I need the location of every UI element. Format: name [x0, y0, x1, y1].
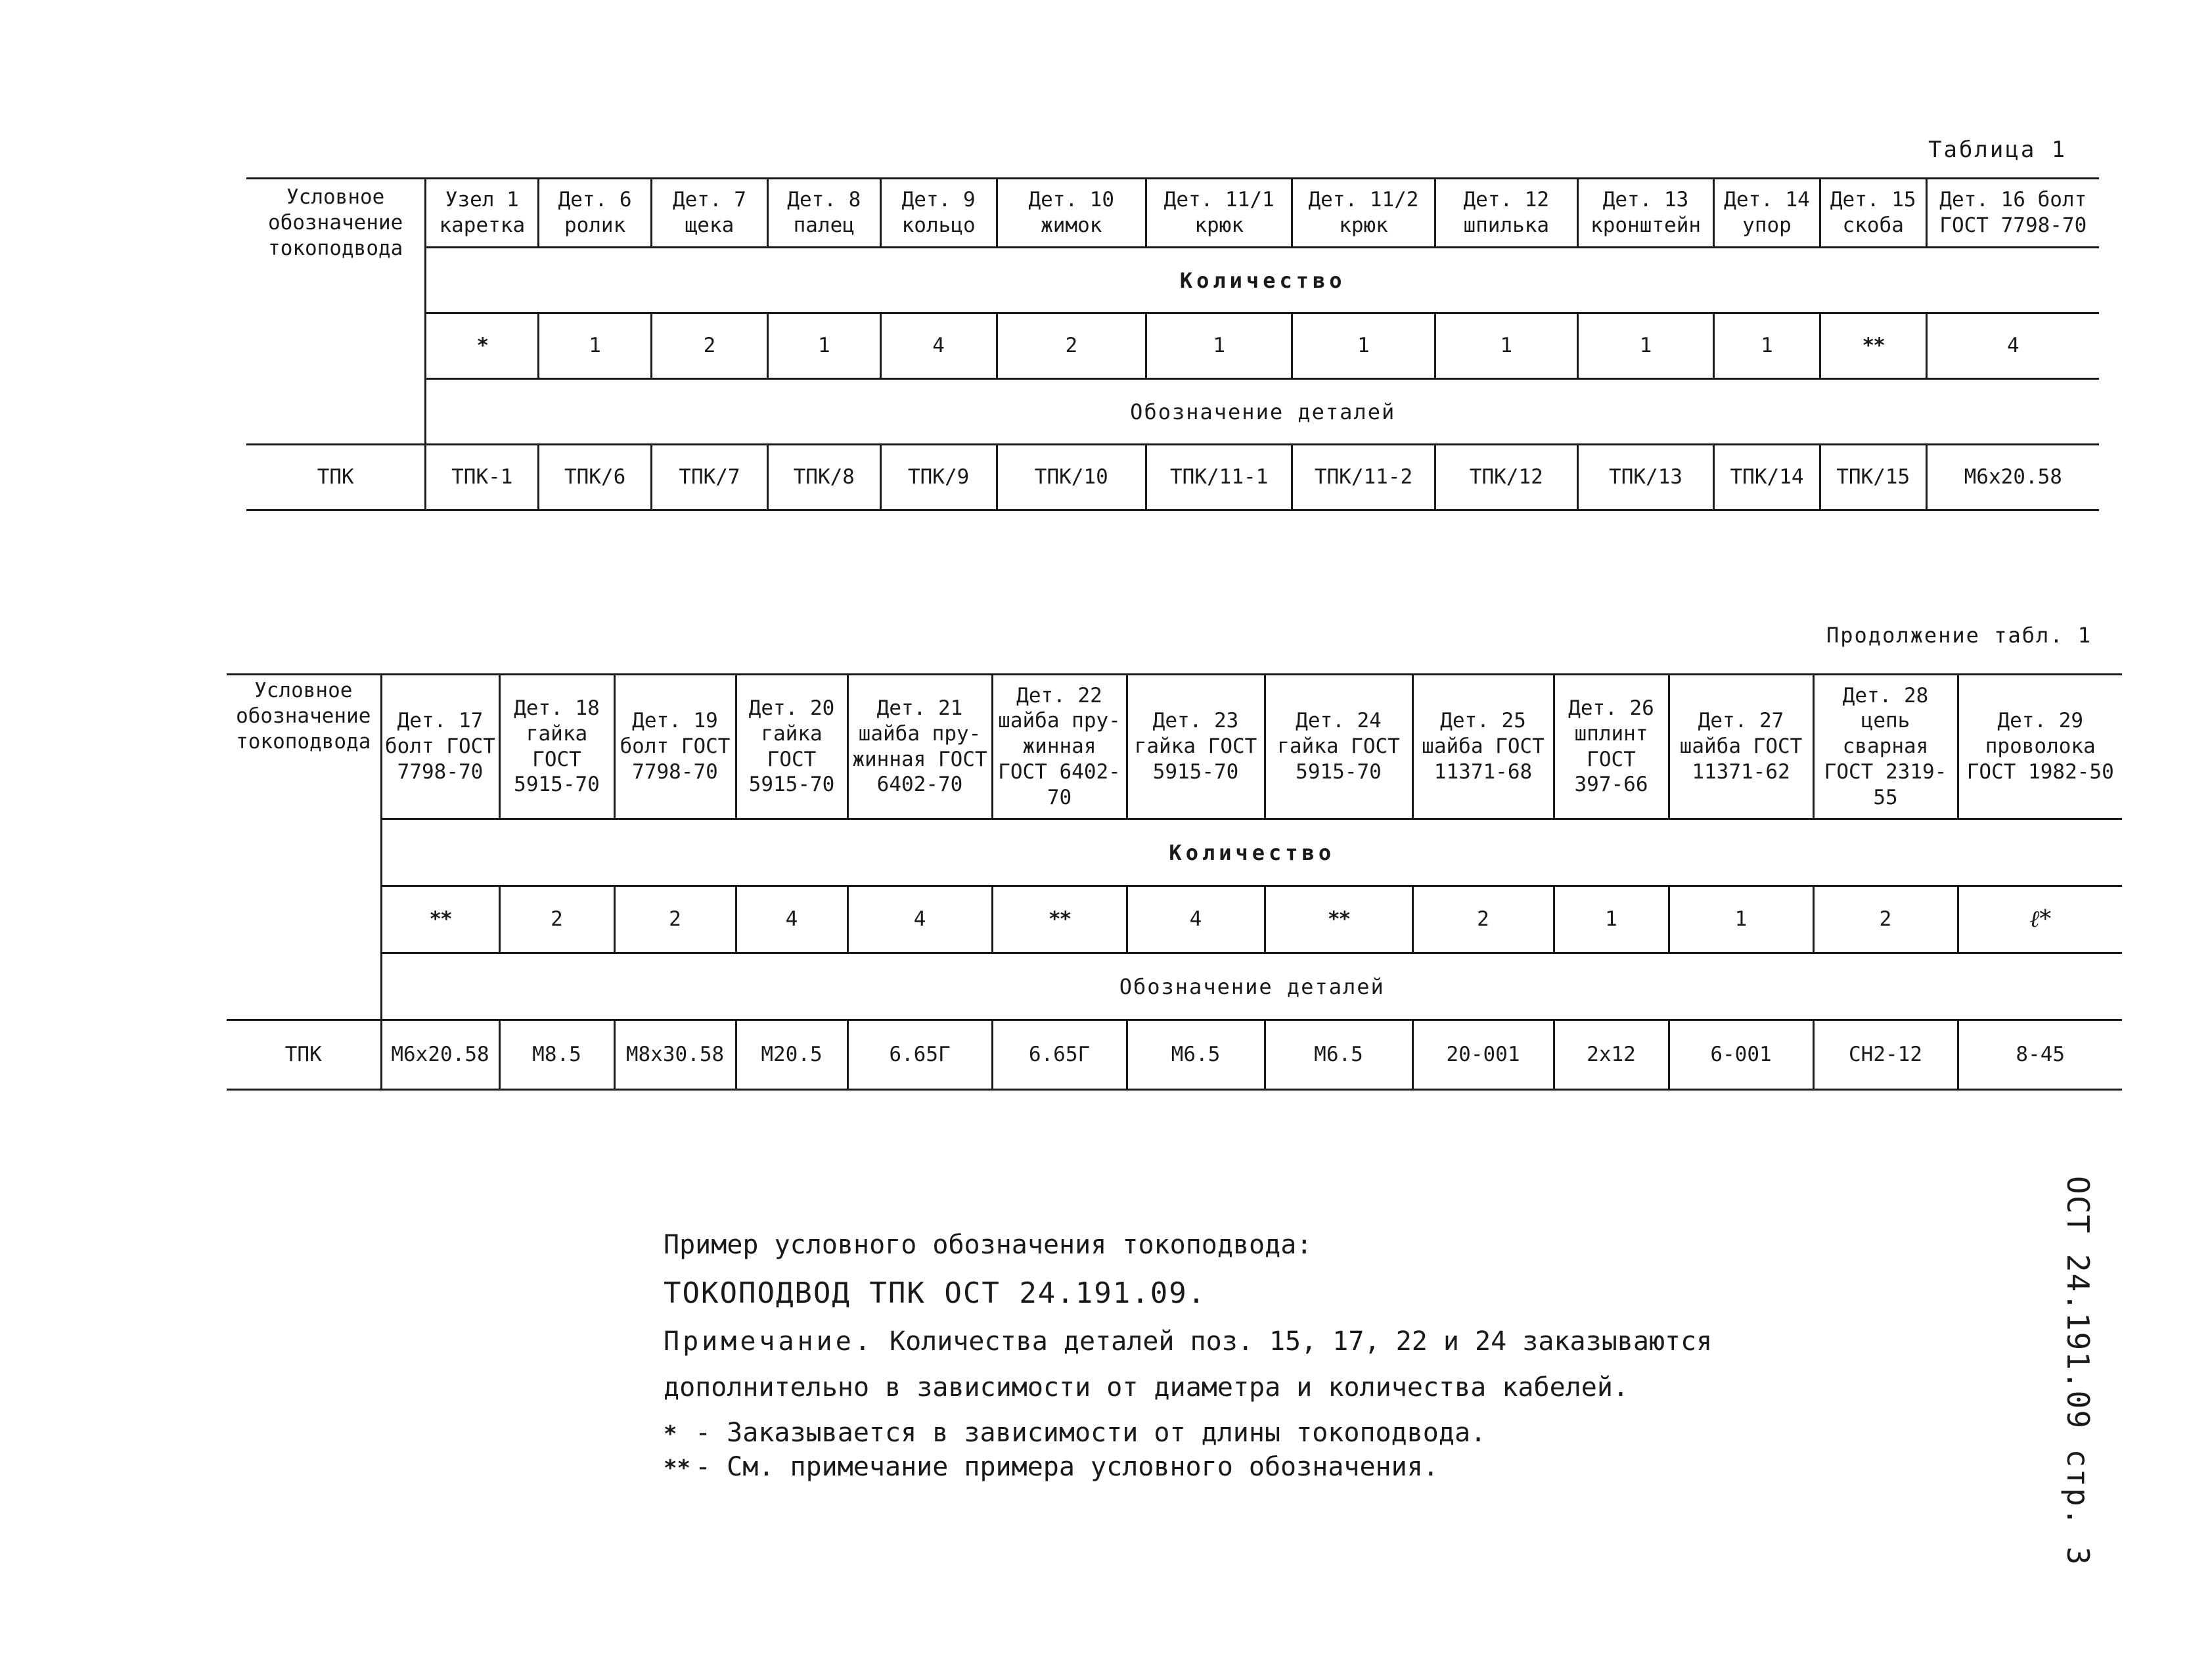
- table1-quantity-band: Количество: [426, 248, 2099, 313]
- footnote-double-star: [664, 1450, 1712, 1484]
- table2-col-header: Дет. 25 шайба ГОСТ 11371-68: [1412, 675, 1554, 819]
- table2-designation-band: Обозначение деталей: [381, 953, 2122, 1020]
- table2-col-header: Дет. 24 гайка ГОСТ 5915-70: [1265, 675, 1412, 819]
- table1-quantity-cell: *: [426, 313, 539, 379]
- table1-col-header: Дет. 9 кольцо: [880, 179, 997, 248]
- table1-col-header: Дет. 7 щека: [652, 179, 768, 248]
- table2-col-header: Дет. 19 болт ГОСТ 7798-70: [614, 675, 736, 819]
- table1-designation-band: Обозначение деталей: [426, 379, 2099, 445]
- table2-designation-cell: М8.5: [499, 1020, 614, 1090]
- table2-col-header: Дет. 28 цепь сварная ГОСТ 2319-55: [1813, 675, 1958, 819]
- table1-designation-cell: ТПК/8: [767, 445, 880, 510]
- table2-row-label: ТПК: [227, 1020, 381, 1090]
- single-star-text: - Заказывается в зависимости от длины токоподвода.: [695, 1418, 1487, 1448]
- table2-caption: Продолжение табл. 1: [1826, 623, 2092, 648]
- table1-quantity-cell: 1: [1146, 313, 1292, 379]
- table1-col-header: Дет. 16 болт ГОСТ 7798-70: [1926, 179, 2099, 248]
- page-stamp: ОСТ 24.191.09 стр. 3: [2060, 1176, 2096, 1566]
- table1-col-header: Дет. 14 упор: [1714, 179, 1820, 248]
- table2-quantity-cell: 2: [499, 886, 614, 953]
- table1-col-header: Дет. 11/1 крюк: [1146, 179, 1292, 248]
- table2-designation-cell: 8-45: [1958, 1020, 2122, 1090]
- table1-designation-cell: ТПК/13: [1577, 445, 1713, 510]
- table2-col-header: Дет. 18 гайка ГОСТ 5915-70: [499, 675, 614, 819]
- table1-designation-cell: ТПК-1: [426, 445, 539, 510]
- table1-row-header: Условное обозначение токоподвода: [246, 179, 426, 445]
- table2-designation-cell: М6х20.58: [381, 1020, 499, 1090]
- table1-quantity-cell: 2: [997, 313, 1146, 379]
- table2-designation-cell: М8х30.58: [614, 1020, 736, 1090]
- table1-designation-cell: ТПК/7: [652, 445, 768, 510]
- table2-col-header: Дет. 27 шайба ГОСТ 11371-62: [1669, 675, 1813, 819]
- table2-quantity-cell: 2: [1813, 886, 1958, 953]
- table1-designation-cell: ТПК/10: [997, 445, 1146, 510]
- table2-designation-cell: СН2-12: [1813, 1020, 1958, 1090]
- table1-designation-cell: ТПК/12: [1435, 445, 1577, 510]
- table1-quantity-cell: **: [1820, 313, 1926, 379]
- table2-designation-cell: М6.5: [1127, 1020, 1265, 1090]
- table2-col-header: Дет. 23 гайка ГОСТ 5915-70: [1127, 675, 1265, 819]
- table1-col-header: Дет. 6 ролик: [539, 179, 652, 248]
- table1-designation-cell: ТПК/6: [539, 445, 652, 510]
- table2-quantity-band: Количество: [381, 819, 2122, 886]
- table1-row-label: ТПК: [246, 445, 426, 510]
- table1-designation-cell: М6х20.58: [1926, 445, 2099, 510]
- footnote-single-star: [664, 1416, 1712, 1450]
- table2-quantity-cell: 2: [614, 886, 736, 953]
- note-paragraph: [664, 1319, 1712, 1364]
- table2-designation-cell: 6.65Г: [847, 1020, 992, 1090]
- table2-quantity-cell: 1: [1669, 886, 1813, 953]
- table1-col-header: Дет. 10 жимок: [997, 179, 1146, 248]
- table1-col-header: Дет. 13 кронштейн: [1577, 179, 1713, 248]
- table1-col-header: Дет. 11/2 крюк: [1292, 179, 1435, 248]
- table1-designation-cell: ТПК/11-1: [1146, 445, 1292, 510]
- double-star-text: - См. примечание примера условного обозначения.: [695, 1452, 1439, 1482]
- table1-quantity-cell: 2: [652, 313, 768, 379]
- table2-designation-cell: 2х12: [1554, 1020, 1669, 1090]
- table1-designation-cell: ТПК/9: [880, 445, 997, 510]
- table2-quantity-cell: 1: [1554, 886, 1669, 953]
- table2-designation-cell: 6.65Г: [992, 1020, 1127, 1090]
- table2-designation-cell: М20.5: [736, 1020, 847, 1090]
- table2: [227, 673, 2122, 1091]
- table2-designation-cell: 20-001: [1412, 1020, 1554, 1090]
- table1-quantity-cell: 1: [1714, 313, 1820, 379]
- table2-quantity-cell: 4: [1127, 886, 1265, 953]
- table1-designation-cell: ТПК/14: [1714, 445, 1820, 510]
- table1-quantity-cell: 1: [1577, 313, 1713, 379]
- table2-col-header: Дет. 22 шайба пру- жинная ГОСТ 6402-70: [992, 675, 1127, 819]
- table2-quantity-cell: 4: [847, 886, 992, 953]
- table2-row-header: Условное обозначение токоподвода: [227, 675, 381, 1020]
- table2-col-header: Дет. 26 шплинт ГОСТ 397-66: [1554, 675, 1669, 819]
- table1-col-header: Дет. 15 скоба: [1820, 179, 1926, 248]
- table2-designation-cell: М6.5: [1265, 1020, 1412, 1090]
- note-line-1: Количества деталей поз. 15, 17, 22 и 24 заказываются: [890, 1326, 1713, 1357]
- table2-designation-cell: 6-001: [1669, 1020, 1813, 1090]
- table2-col-header: Дет. 29 проволока ГОСТ 1982-50: [1958, 675, 2122, 819]
- example-value: ТОКОПОДВОД ТПК ОСТ 24.191.09.: [664, 1276, 1207, 1310]
- table1-quantity-cell: 1: [539, 313, 652, 379]
- table2-col-header: Дет. 20 гайка ГОСТ 5915-70: [736, 675, 847, 819]
- table1-col-header: Узел 1 каретка: [426, 179, 539, 248]
- notes-block: [664, 1222, 1712, 1484]
- table2-quantity-cell: 2: [1412, 886, 1554, 953]
- table2-quantity-cell: 4: [736, 886, 847, 953]
- table1-quantity-cell: 1: [1435, 313, 1577, 379]
- table1-caption: Таблица 1: [1928, 137, 2067, 163]
- table2-quantity-cell: **: [381, 886, 499, 953]
- single-star-mark: *: [664, 1421, 677, 1447]
- note-label: Примечание.: [664, 1326, 874, 1357]
- table2-quantity-cell: ℓ*: [1958, 886, 2122, 953]
- table1-quantity-cell: 4: [1926, 313, 2099, 379]
- table1: [246, 177, 2099, 511]
- example-heading: Пример условного обозначения токоподвода:: [664, 1230, 1313, 1260]
- note-line-2: дополнительно в зависимости от диаметра и количества кабелей.: [664, 1372, 1629, 1403]
- table1-designation-cell: ТПК/11-2: [1292, 445, 1435, 510]
- table1-quantity-cell: 1: [767, 313, 880, 379]
- table1-col-header: Дет. 12 шпилька: [1435, 179, 1577, 248]
- table1-col-header: Дет. 8 палец: [767, 179, 880, 248]
- table1-quantity-cell: 1: [1292, 313, 1435, 379]
- table1-designation-cell: ТПК/15: [1820, 445, 1926, 510]
- table2-col-header: Дет. 21 шайба пру- жинная ГОСТ 6402-70: [847, 675, 992, 819]
- table2-quantity-cell: **: [992, 886, 1127, 953]
- table1-quantity-cell: 4: [880, 313, 997, 379]
- double-star-mark: **: [664, 1455, 690, 1481]
- table2-col-header: Дет. 17 болт ГОСТ 7798-70: [381, 675, 499, 819]
- table2-quantity-cell: **: [1265, 886, 1412, 953]
